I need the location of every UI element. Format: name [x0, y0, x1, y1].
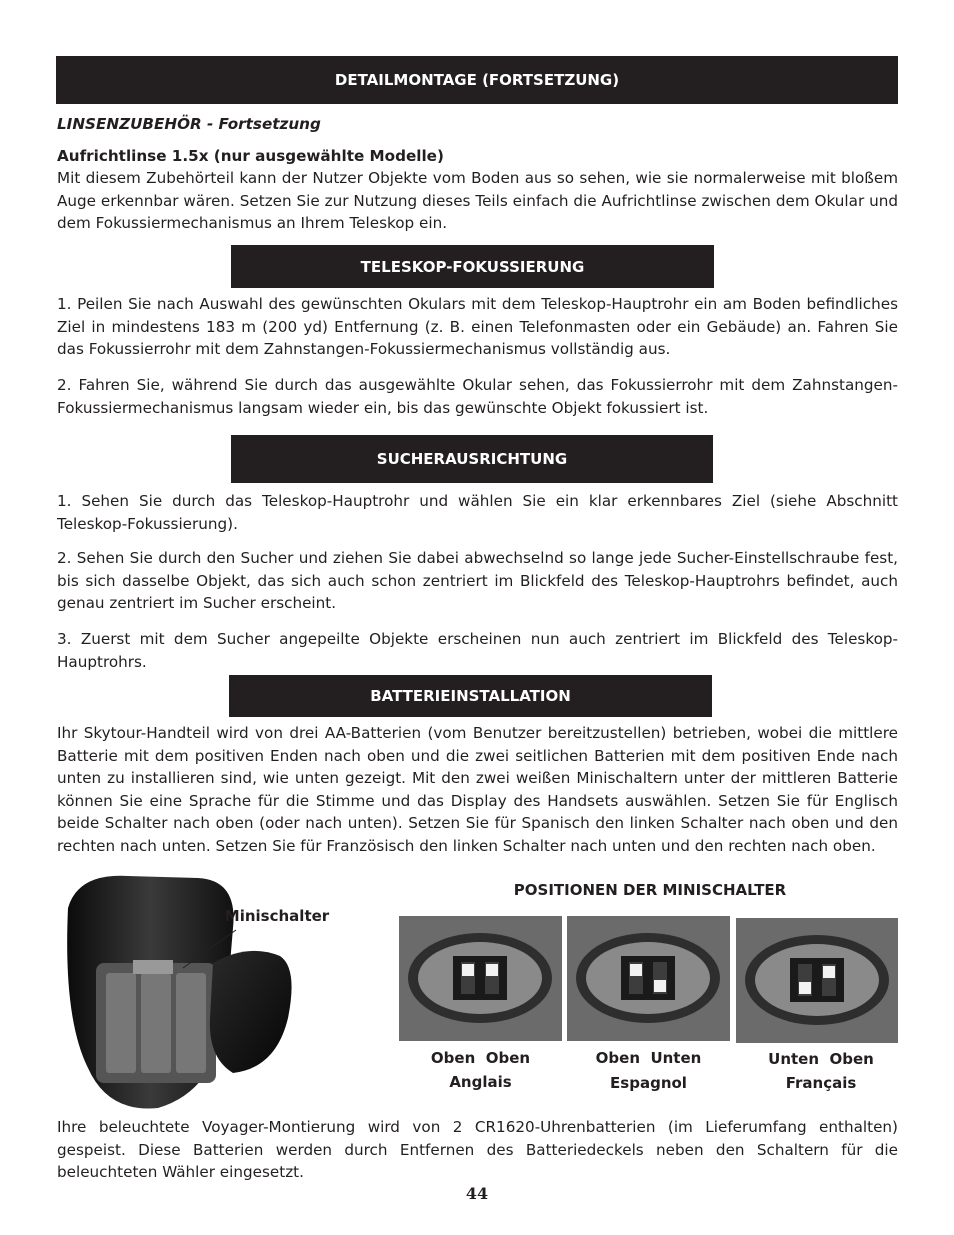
- focusing-step-2: 2. Fahren Sie, während Sie durch das ausgewählte Okular sehen, das Fokussierrohr mit dem Zahnstangen-Fokussiermechanismus langsam wieder ein, bis das gewünschte Objekt fokussiert ist.: [57, 376, 898, 417]
- alignment-step-1: 1. Sehen Sie durch das Teleskop-Hauptrohr und wählen Sie ein klar erkennbares Ziel (siehe Abschnitt Teleskop-Fokussierung).: [57, 492, 898, 533]
- page-number: 44: [465, 1184, 489, 1203]
- switch-photo-english: [399, 916, 562, 1041]
- switch-positions-english: Oben Oben: [430, 1049, 531, 1067]
- alignment-step-2: 2. Sehen Sie durch den Sucher und ziehen Sie dabei abwechselnd so lange jede Sucher-Einstellschraube fest, bis sich dasselbe Objekt, das sich auch schon zentriert im Blickfeld des Teleskop-Hauptrohrs befindet, auch genau zentriert im Sucher erscheint.: [57, 549, 898, 612]
- erecting-lens-text: Mit diesem Zubehörteil kann der Nutzer Objekte vom Boden aus so sehen, wie sie normalerweise mit bloßem Auge erkennbar wären. Setzen Sie zur Nutzung dieses Teils einfach die Aufrichtlinse zwischen dem Okular und dem Fokussiermechanismus an Ihrem Teleskop ein.: [57, 169, 898, 232]
- focusing-heading: [231, 245, 714, 288]
- switch-photo-french: [736, 918, 898, 1043]
- mini-switch-callout: Minischalter: [224, 907, 330, 925]
- focusing-heading-label: TELESKOP-FOKUSSIERUNG: [360, 257, 585, 276]
- battery-heading: [229, 675, 712, 717]
- switch-up-down-icon: [567, 916, 730, 1041]
- switch-language-spanish: Espagnol: [610, 1074, 687, 1092]
- section-header: [56, 56, 898, 104]
- closing-text: Ihre beleuchtete Voyager-Montierung wird von 2 CR1620-Uhrenbatterien (im Lieferumfang enthalten) gespeist. Diese Batterien werden durch Entfernen des Batteriedeckels neben den Schaltern für die beleuchteten Wähler eingesetzt.: [57, 1118, 898, 1181]
- subsection-title: LINSENZUBEHÖR - Fortsetzung: [57, 115, 321, 133]
- alignment-step-3: 3. Zuerst mit dem Sucher angepeilte Objekte erscheinen nun auch zentriert im Blickfeld des Teleskop-Hauptrohrs.: [57, 630, 898, 671]
- battery-text: Ihr Skytour-Handteil wird von drei AA-Batterien (vom Benutzer bereitzustellen) betrieben, wobei die mittlere Batterie mit dem positiven Enden nach oben und die zwei seitlichen Batterien mit dem positiven Ende nach unten zu installieren sind, wie unten gezeigt. Mit den zwei weißen Minischaltern unter der mittleren Batterie können Sie eine Sprache für die Stimme und das Display des Handsets auswählen. Setzen Sie für Englisch beide Schalter nach oben (oder nach unten). Setzen Sie für Spanisch den linken Schalter nach oben und den rechten nach unten. Setzen Sie für Französisch den linken Schalter nach unten und den rechten nach oben.: [57, 724, 898, 855]
- focusing-step-1: 1. Peilen Sie nach Auswahl des gewünschten Okulars mit dem Teleskop-Hauptrohr ein am Boden befindliches Ziel in mindestens 183 m (200 yd) Entfernung (z. B. einen Telefonmasten oder ein Gebäude) an. Fahren Sie das Fokussierrohr mit dem Zahnstangen-Fokussiermechanismus vollständig aus.: [57, 295, 898, 358]
- switch-photo-spanish: [567, 916, 730, 1041]
- alignment-heading-label: SUCHERAUSRICHTUNG: [376, 450, 568, 468]
- switch-down-up-icon: [736, 918, 898, 1043]
- switch-positions-title: POSITIONEN DER MINISCHALTER: [513, 881, 787, 899]
- switch-language-english: Anglais: [449, 1073, 512, 1091]
- alignment-heading: [231, 435, 713, 483]
- switch-both-up-icon: [399, 916, 562, 1041]
- battery-heading-label: BATTERIEINSTALLATION: [370, 687, 571, 705]
- erecting-lens-title: Aufrichtlinse 1.5x (nur ausgewählte Modelle): [57, 147, 444, 165]
- switch-language-french: Français: [785, 1074, 857, 1092]
- section-header-title: DETAILMONTAGE (FORTSETZUNG): [334, 71, 620, 89]
- switch-positions-spanish: Oben Unten: [595, 1049, 702, 1067]
- switch-positions-french: Unten Oben: [768, 1050, 874, 1068]
